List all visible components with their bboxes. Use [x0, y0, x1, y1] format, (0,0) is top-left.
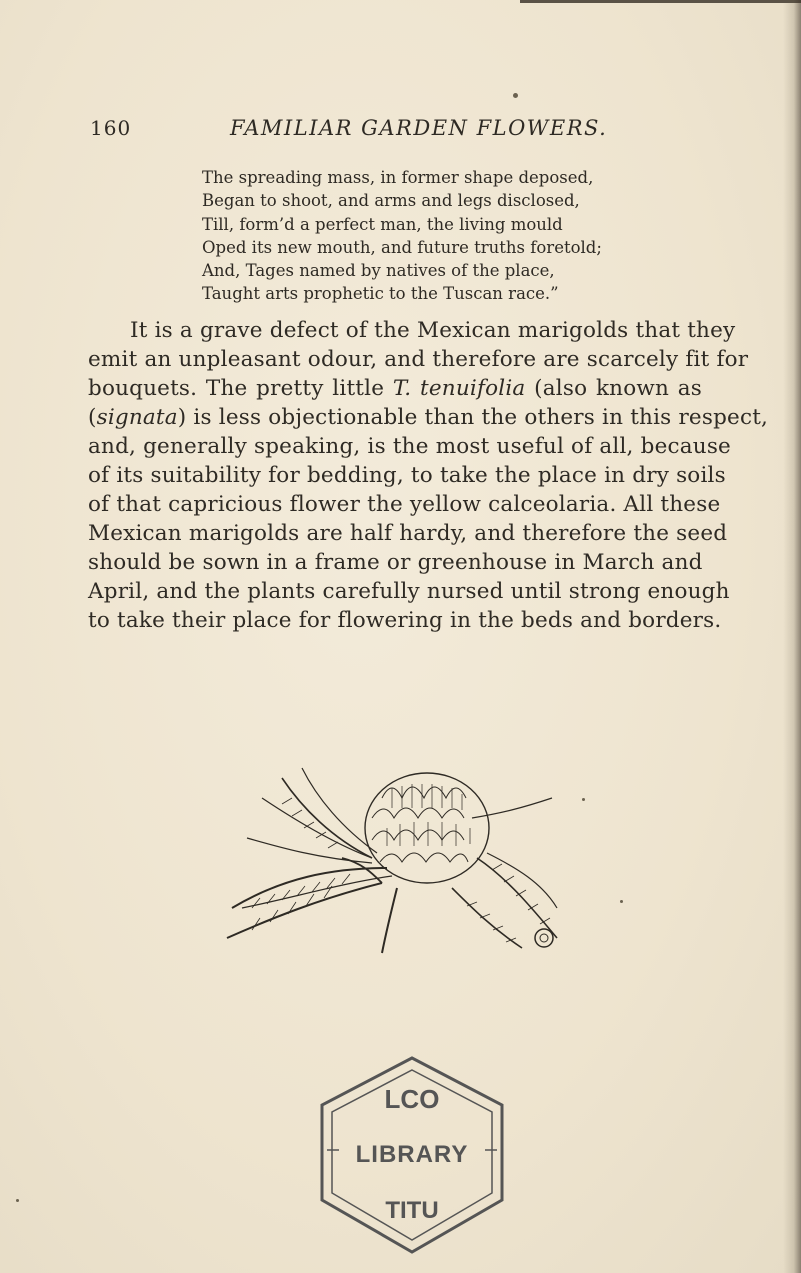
- paragraph-line: to take their place for flowering in the beds and borders.: [88, 608, 722, 633]
- page-edge-shadow: [783, 0, 801, 1273]
- verse-line: Till, form’d a perfect man, the living mould: [202, 214, 563, 234]
- paragraph-line: (signata) is less objectionable than the others in this respect,: [88, 405, 769, 430]
- stamp-top-text: LCO: [384, 1084, 440, 1114]
- species-synonym: signata: [96, 405, 178, 430]
- verse-line: And, Tages named by natives of the place,: [202, 261, 555, 281]
- paragraph-line: emit an unpleasant odour, and therefore are scarcely fit for: [88, 347, 749, 372]
- paragraph-line: and, generally speaking, is the most useful of all, because: [88, 434, 731, 459]
- verse-line: The spreading mass, in former shape deposed,: [202, 168, 594, 187]
- running-title: FAMILIAR GARDEN FLOWERS.: [230, 116, 608, 140]
- verse-block: [202, 166, 672, 306]
- paper-speck: [513, 93, 518, 98]
- paper-speck: [16, 1199, 19, 1202]
- species-name: T. tenuifolia: [392, 376, 526, 401]
- paper-speck: [620, 900, 623, 903]
- library-stamp-icon: [297, 1050, 527, 1260]
- verse-line: Began to shoot, and arms and legs disclosed,: [202, 191, 580, 211]
- paragraph-line: Mexican marigolds are half hardy, and therefore the seed: [88, 521, 728, 546]
- paper-speck: [582, 798, 585, 801]
- body-paragraph: [88, 316, 769, 635]
- stamp-bottom-text: TITU: [385, 1197, 439, 1224]
- library-stamp: [297, 1050, 527, 1260]
- paragraph-line: It is a grave defect of the Mexican marigolds that they: [130, 318, 736, 343]
- stamp-middle-text: LIBRARY: [355, 1141, 469, 1168]
- paragraph-line: of its suitability for bedding, to take the place in dry soils: [88, 463, 726, 488]
- marigold-illustration: [222, 758, 562, 958]
- verse-line: Taught arts prophetic to the Tuscan race.”: [202, 284, 559, 304]
- paragraph-line: of that capricious flower the yellow calceolaria. All these: [88, 492, 721, 517]
- paragraph-line: April, and the plants carefully nursed until strong enough: [88, 579, 730, 604]
- page-number: 160: [90, 116, 132, 140]
- page-header: [90, 116, 710, 146]
- paragraph-line: bouquets. The pretty little T. tenuifolia (also known as: [88, 376, 702, 401]
- verse-line: Oped its new mouth, and future truths foretold;: [202, 237, 602, 257]
- marigold-flower-icon: [222, 758, 562, 958]
- paragraph-line: should be sown in a frame or greenhouse in March and: [88, 550, 703, 575]
- page-edge-line: [520, 0, 801, 3]
